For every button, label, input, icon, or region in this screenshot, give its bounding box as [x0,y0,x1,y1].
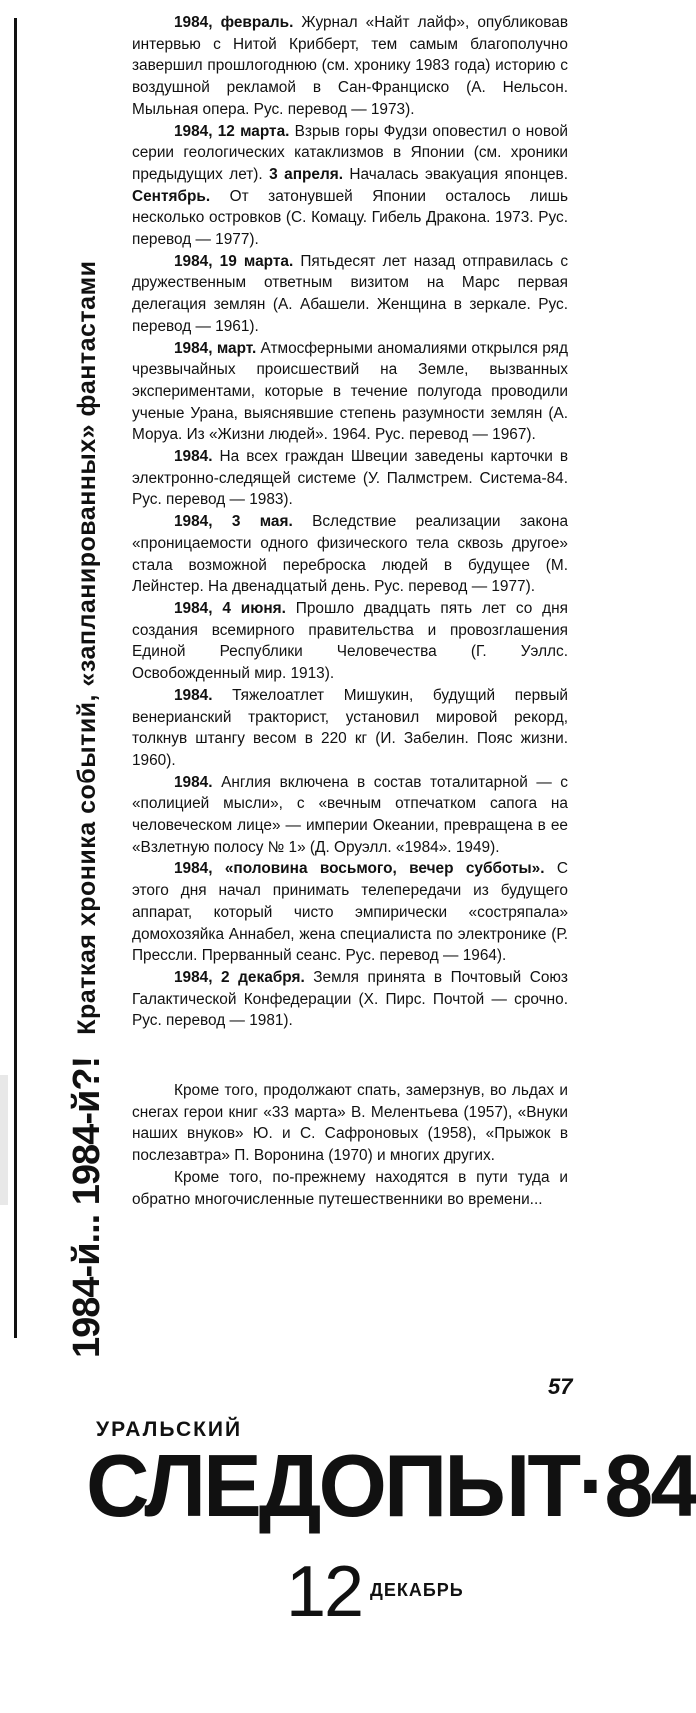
entry-date: 1984, март. [174,339,257,357]
entry-date: 1984, «половина восьмого, вечер субботы». [174,860,545,878]
left-border-line [14,18,17,1338]
chronicle-entry [132,772,568,859]
entry-date: Сентябрь. [132,187,211,205]
chronicle-column [132,12,568,1210]
scan-edge-artifact [0,1075,8,1205]
closing-note: Кроме того, продолжают спать, замерзнув, во льдах и снегах герои книг «33 марта» В. Мелентьева (1957), «Внуки наших внуков» Ю. и С. Сафроновых (1958), «Прыжок в послезавтра» П. Воронина (1970) и многих других. [132,1082,568,1165]
entry-date: 3 апреля. [269,165,343,183]
chronicle-entry [132,121,568,251]
page-number: 57 [548,1374,573,1399]
chronicle-entry [132,511,568,598]
entry-text: С этого дня начал принимать телепередачи из будущего аппарат, который чисто эмпирически «состряпала» домохозяйка Аннабел, жена специалиста по электронике (Р. Прессли. Прерванный сеанс. Рус. перевод — 1964). [132,860,568,965]
chronicle-entry [132,598,568,685]
entry-text: На всех граждан Швеции заведены карточки в электронно-следящей системе (У. Палмстрем. Система-84. Рус. перевод — 1983). [132,448,568,509]
entry-date: 1984, 2 декабря. [174,968,305,986]
entry-date: 1984, 3 мая. [174,513,293,531]
side-title-sub: Краткая хроника событий, «запланированных» фантастами [72,260,101,1035]
entry-text: Тяжелоатлет Мишукин, будущий первый венерианский тракторист, установил мировой рекорд, толкнув штангу весом в 220 кг (И. Забелин. Пояс жизни. 1960). [132,686,568,769]
entry-date: 1984. [174,773,213,791]
closing-notes [132,1080,568,1210]
closing-note: Кроме того, по-прежнему находятся в пути туда и обратно многочисленные путешественники во времени... [132,1168,568,1208]
chronicle-entry [132,251,568,338]
masthead-logo: СЛЕДОПЫТ·84 [86,1436,696,1535]
entry-text: Началась эвакуация японцев. [343,165,569,183]
chronicle-entry [132,967,568,1032]
entry-text: От затонувшей Японии осталось лишь несколько островков (С. Комацу. Гибель Дракона. 1973. Рус. перевод — 1977). [132,187,568,249]
chronicle-entry [132,338,568,447]
entry-date: 1984, февраль. [174,14,294,31]
entry-text: Пятьдесят лет назад отправилась с дружественным ответным визитом на Марс первая делегация землян (А. Абашели. Женщина в зеркале. Рус. перевод — 1961). [132,252,569,335]
vertical-side-title [62,260,112,1358]
magazine-masthead [86,1418,696,1678]
entry-date: 1984, 12 марта. [174,122,290,140]
entry-date: 1984, 19 марта. [174,252,294,270]
entry-date: 1984. [174,686,213,704]
chronicle-entry [132,12,568,121]
entry-text: Прошло двадцать пять лет со дня создания всемирного правительства и провозглашения Единой Республики Человечества (Г. Уэллс. Освобожденный мир. 1913). [132,599,568,683]
entry-text: Взрыв горы Фудзи оповестил о новой серии геологических катаклизмов в Японии (см. хроники предыдущих лет). [132,122,568,183]
chronicle-entry [132,446,568,511]
chronicle-entry [132,685,568,772]
entry-text: Атмосферными аномалиями открылся ряд чрезвычайных происшествий на Земле, вызванных экспериментами, которые в течение полугода проводили ученые Урана, выяснявшие степень разумности землян (А. Моруа. Из «Жизни людей». 1964. Рус. перевод — 1967). [132,339,568,444]
side-title-main: 1984-й... 1984-й?! [65,1056,108,1358]
entry-text: Журнал «Найт лайф», опубликовав интервью с Нитой Крибберт, тем самым благополучно завершил прошлогоднюю (см. хронику 1983 года) историю с воздушной рекламой в Сан-Франциско (А. Нельсон. Мыльная опера. Рус. перевод — 1973). [132,14,568,118]
entry-date: 1984. [174,448,213,466]
issue-number: 12 [286,1552,363,1632]
issue-month: ДЕКАБРЬ [370,1580,464,1600]
chronicle-entry [132,858,568,967]
entry-text: Земля принята в Почтовый Союз Галактической Конфедерации (Х. Пирс. Почтой — срочно. Рус. перевод — 1981). [132,968,568,1030]
entry-text: Вследствие реализации закона «проницаемости одного физического тела сквозь другое» стала возможной переброска людей в будущее (М. Лейнстер. На двенадцатый день. Рус. перевод — 1977). [132,513,568,596]
entry-text: Англия включена в состав тоталитарной — с «полицией мысли», с «вечным отпечатком сапога на человеческом лице» — империи Океании, превращена в ее «Взлетную полосу № 1» (Д. Оруэлл. «1984». 1949). [132,773,568,856]
masthead-top-word: УРАЛЬСКИЙ [96,1418,243,1441]
entry-date: 1984, 4 июня. [174,599,286,617]
